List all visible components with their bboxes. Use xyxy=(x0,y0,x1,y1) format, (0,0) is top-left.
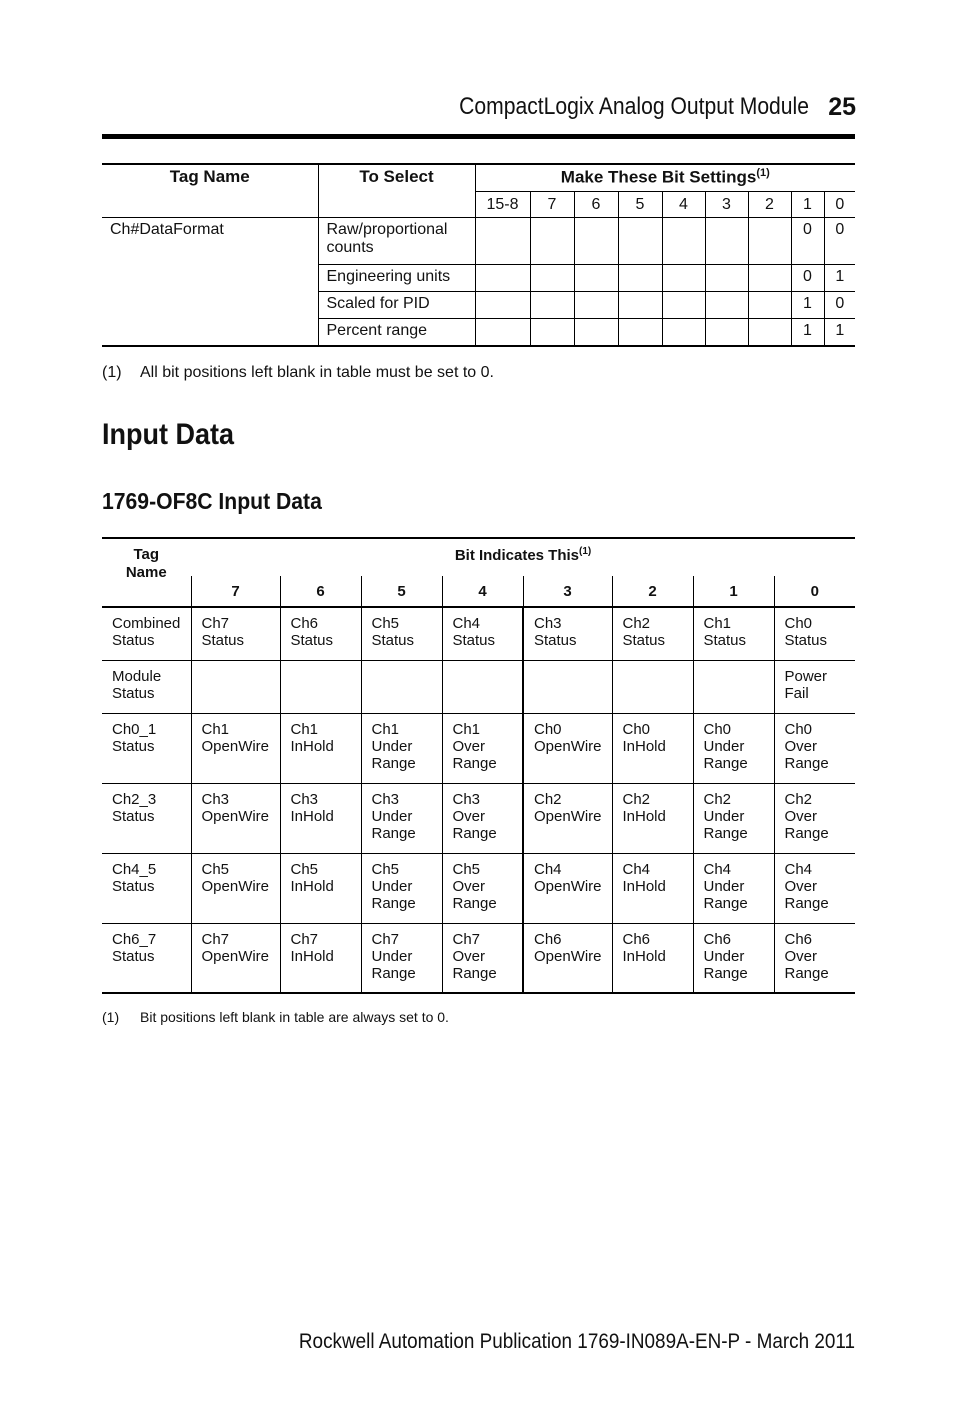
bit-value: 1 xyxy=(791,291,824,318)
bit-cell: Ch4 OpenWire xyxy=(523,853,612,923)
bit-col-5: 5 xyxy=(361,576,442,607)
bit-cell: Ch4 InHold xyxy=(612,853,693,923)
table1-footnote: (1) All bit positions left blank in table must be set to 0. xyxy=(102,364,494,381)
bit-cell: Ch0 Status xyxy=(774,607,855,660)
bit-cell xyxy=(191,660,280,713)
page-header-title: CompactLogix Analog Output Module xyxy=(459,93,809,120)
bit-cell: Ch4 Status xyxy=(442,607,523,660)
bit-col-3: 3 xyxy=(523,576,612,607)
bit-cell: Ch6 Over Range xyxy=(774,923,855,993)
tag-cell: Ch0_1 Status xyxy=(102,713,191,783)
table2-footnote: (1) Bit positions left blank in table are always set to 0. xyxy=(102,1009,449,1025)
table-row xyxy=(102,923,855,993)
table-row xyxy=(102,217,855,264)
bit-col-2: 2 xyxy=(748,191,791,217)
bit-cell: Ch1 Under Range xyxy=(361,713,442,783)
bit-cell: Ch5 Under Range xyxy=(361,853,442,923)
bit-cell: Ch2 Over Range xyxy=(774,783,855,853)
bit-cell: Ch6 Status xyxy=(280,607,361,660)
bit-value: 1 xyxy=(791,318,824,346)
bit-cell: Ch7 OpenWire xyxy=(191,923,280,993)
header-rule xyxy=(102,134,855,139)
bit-cell: Ch0 Under Range xyxy=(693,713,774,783)
bit-cell: Ch0 InHold xyxy=(612,713,693,783)
bit-cell: Ch3 Under Range xyxy=(361,783,442,853)
bit-cell: Ch7 Status xyxy=(191,607,280,660)
bit-cell: Ch0 OpenWire xyxy=(523,713,612,783)
select-cell: Engineering units xyxy=(318,264,475,291)
bit-value: 0 xyxy=(824,291,855,318)
bit-cell: Ch5 Status xyxy=(361,607,442,660)
bit-value: 1 xyxy=(824,264,855,291)
bit-cell: Ch0 Over Range xyxy=(774,713,855,783)
bit-value: 0 xyxy=(791,217,824,264)
col-header-bit-settings: Make These Bit Settings$^{(1)}$ xyxy=(475,164,855,191)
bit-col-7: 7 xyxy=(530,191,574,217)
bit-cell: Ch2 Under Range xyxy=(693,783,774,853)
section-title: Input Data xyxy=(102,418,235,451)
bit-col-15-8: 15-8 xyxy=(475,191,530,217)
bit-col-1: 1 xyxy=(791,191,824,217)
bit-cell: Ch1 Over Range xyxy=(442,713,523,783)
bit-col-7: 7 xyxy=(191,576,280,607)
bit-cell: Ch3 InHold xyxy=(280,783,361,853)
bit-cell xyxy=(612,660,693,713)
bit-cell: Ch7 Under Range xyxy=(361,923,442,993)
select-cell: Raw/proportional counts xyxy=(318,217,475,264)
bit-cell xyxy=(693,660,774,713)
bit-cell: Ch7 Over Range xyxy=(442,923,523,993)
bit-cell: Ch1 Status xyxy=(693,607,774,660)
subsection-title: 1769-OF8C Input Data xyxy=(102,488,322,514)
bit-col-0: 0 xyxy=(774,576,855,607)
bit-col-6: 6 xyxy=(280,576,361,607)
bit-cell: Ch4 Over Range xyxy=(774,853,855,923)
bit-cell: Ch5 Over Range xyxy=(442,853,523,923)
bit-cell: Ch2 Status xyxy=(612,607,693,660)
bit-cell: Ch6 Under Range xyxy=(693,923,774,993)
bit-cell: Ch6 InHold xyxy=(612,923,693,993)
table-row xyxy=(102,783,855,853)
bit-col-3: 3 xyxy=(705,191,748,217)
bit-cell: Ch5 OpenWire xyxy=(191,853,280,923)
col-header-bit-indicates: Bit Indicates This$^{(1)}$ xyxy=(454,546,592,564)
bit-cell: Ch1 InHold xyxy=(280,713,361,783)
bit-cell xyxy=(442,660,523,713)
bit-cell xyxy=(280,660,361,713)
bit-cell: Power Fail xyxy=(774,660,855,713)
bit-col-6: 6 xyxy=(574,191,618,217)
bit-cell: Ch3 Over Range xyxy=(442,783,523,853)
table-row xyxy=(102,853,855,923)
bit-col-2: 2 xyxy=(612,576,693,607)
bit-col-0: 0 xyxy=(824,191,855,217)
bit-col-5: 5 xyxy=(618,191,662,217)
bit-cell xyxy=(523,660,612,713)
bit-cell: Ch4 Under Range xyxy=(693,853,774,923)
bit-cell: Ch6 OpenWire xyxy=(523,923,612,993)
data-format-table xyxy=(102,163,855,347)
bit-cell: Ch2 InHold xyxy=(612,783,693,853)
select-cell: Percent range xyxy=(318,318,475,346)
publication-footer: Rockwell Automation Publication 1769-IN089A-EN-P - March 2011 xyxy=(298,1330,855,1353)
bit-cell: Ch2 OpenWire xyxy=(523,783,612,853)
col-header-to-select: To Select xyxy=(318,164,475,217)
bit-col-1: 1 xyxy=(693,576,774,607)
tag-cell: Module Status xyxy=(102,660,191,713)
bit-value: 0 xyxy=(791,264,824,291)
tag-cell: Combined Status xyxy=(102,607,191,660)
tag-cell: Ch6_7 Status xyxy=(102,923,191,993)
bit-cell: Ch1 OpenWire xyxy=(191,713,280,783)
table-row xyxy=(102,607,855,660)
bit-col-4: 4 xyxy=(442,576,523,607)
bit-cell: Ch5 InHold xyxy=(280,853,361,923)
table-row xyxy=(102,660,855,713)
input-data-table xyxy=(102,537,855,994)
bit-cell: Ch3 Status xyxy=(523,607,612,660)
col-header-tag-name: Tag Name xyxy=(169,167,250,186)
col-header-tag-name: Tag Name xyxy=(125,546,167,581)
bit-col-4: 4 xyxy=(662,191,705,217)
bit-value: 0 xyxy=(824,217,855,264)
page-number: 25 xyxy=(828,93,856,121)
table-row xyxy=(102,713,855,783)
bit-cell: Ch7 InHold xyxy=(280,923,361,993)
tag-cell: Ch2_3 Status xyxy=(102,783,191,853)
bit-value: 1 xyxy=(824,318,855,346)
tag-name-cell: Ch#DataFormat xyxy=(102,217,318,346)
tag-cell: Ch4_5 Status xyxy=(102,853,191,923)
bit-cell: Ch3 OpenWire xyxy=(191,783,280,853)
select-cell: Scaled for PID xyxy=(318,291,475,318)
bit-cell xyxy=(361,660,442,713)
